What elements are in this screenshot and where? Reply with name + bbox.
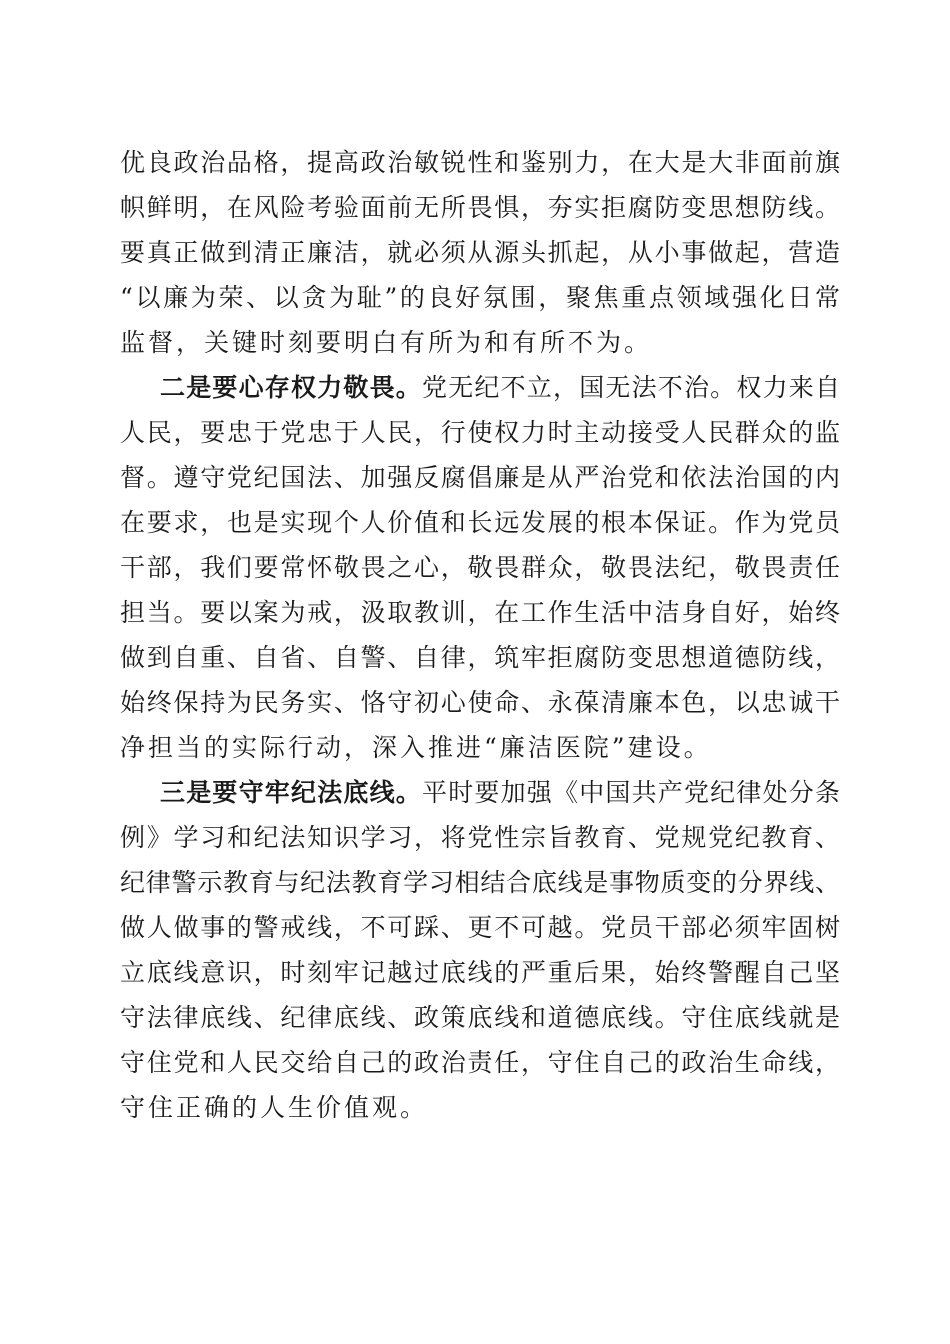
text-line: 帜鲜明，在风险考验面前无所畏惧，夯实拒腐防变思想防线。 bbox=[120, 193, 840, 222]
text-line: 人民，要忠于党忠于人民，行使权力时主动接受人民群众的监 bbox=[120, 418, 840, 447]
text-line: 监督，关键时刻要明白有所为和有所不为。 bbox=[120, 328, 653, 357]
text-line: 干部，我们要常怀敬畏之心，敬畏群众，敬畏法纪，敬畏责任 bbox=[120, 553, 840, 582]
text-line: 要真正做到清正廉洁，就必须从源头抓起，从小事做起，营造 bbox=[120, 238, 840, 267]
paragraph-3 bbox=[120, 770, 840, 1130]
paragraph-2-first-line: 党无纪不立，国无法不治。权力来自 bbox=[422, 373, 840, 402]
text-line: 做人做事的警戒线，不可踩、更不可越。党员干部必须牢固树 bbox=[120, 913, 840, 942]
text-line: 净担当的实际行动，深入推进“廉洁医院”建设。 bbox=[120, 733, 712, 762]
paragraph-3-lead: 三是要守牢纪法底线。 bbox=[160, 778, 422, 807]
text-line: 守法律底线、纪律底线、政策底线和道德底线。守住底线就是 bbox=[120, 1003, 840, 1032]
document-body bbox=[120, 140, 840, 1130]
text-line: 做到自重、自省、自警、自律，筑牢拒腐防变思想道德防线， bbox=[120, 643, 840, 672]
text-line: 在要求，也是实现个人价值和长远发展的根本保证。作为党员 bbox=[120, 508, 840, 537]
text-line: 担当。要以案为戒，汲取教训，在工作生活中洁身自好，始终 bbox=[120, 598, 840, 627]
text-line: 纪律警示教育与纪法教育学习相结合底线是事物质变的分界线、 bbox=[120, 868, 840, 897]
paragraph-3-first-line: 平时要加强《中国共产党纪律处分条 bbox=[422, 778, 840, 807]
text-line: 督。遵守党纪国法、加强反腐倡廉是从严治党和依法治国的内 bbox=[120, 463, 840, 492]
paragraph-2 bbox=[120, 365, 840, 770]
text-line: 守住党和人民交给自己的政治责任，守住自己的政治生命线， bbox=[120, 1048, 840, 1077]
text-line: “以廉为荣、以贪为耻”的良好氛围，聚焦重点领域强化日常 bbox=[120, 283, 840, 312]
paragraph-1 bbox=[120, 140, 840, 365]
text-line bbox=[120, 365, 840, 410]
text-line: 立底线意识，时刻牢记越过底线的严重后果，始终警醒自己坚 bbox=[120, 958, 840, 987]
text-line: 守住正确的人生价值观。 bbox=[120, 1093, 429, 1122]
text-line: 始终保持为民务实、恪守初心使命、永葆清廉本色，以忠诚干 bbox=[120, 688, 840, 717]
text-line: 优良政治品格，提高政治敏锐性和鉴别力，在大是大非面前旗 bbox=[120, 148, 840, 177]
paragraph-2-lead: 二是要心存权力敬畏。 bbox=[160, 373, 422, 402]
text-line bbox=[120, 770, 840, 815]
text-line: 例》学习和纪法知识学习，将党性宗旨教育、党规党纪教育、 bbox=[120, 823, 840, 852]
